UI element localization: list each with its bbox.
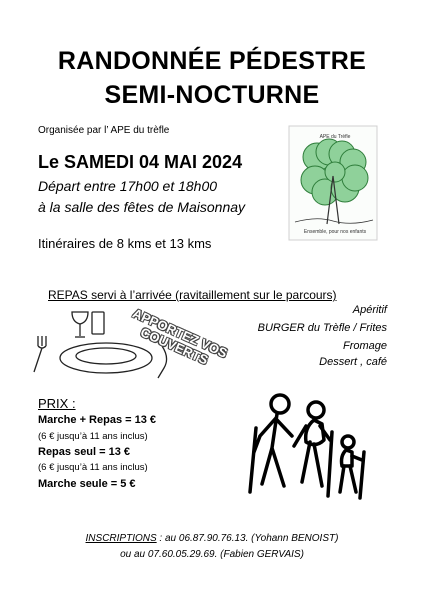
price-meal-only: Repas seul = 13 € [38,446,131,458]
title-line-2: SEMI-NOCTURNE [104,81,320,109]
event-date: Le SAMEDI 04 MAI 2024 [38,152,243,172]
meal-heading: REPAS servi à l’arrivée (ravitaillement sur le parcours) [48,288,337,302]
menu-item-aperitif: Apéritif [352,304,387,316]
registration-line-2: ou au 07.60.05.29.69. (Fabien GERVAIS) [120,549,304,560]
menu-item-dessert: Dessert , café [319,356,387,368]
bring-cutlery-stamp [118,305,236,368]
menu-item-cheese: Fromage [342,340,387,352]
prices-heading: PRIX : [38,396,76,411]
price-walk-meal: Marche + Repas = 13 € [38,414,157,426]
hikers-icon [244,392,384,504]
organizer-text: Organisée par l’ APE du trèfle [38,125,170,136]
price-walk-meal-note: (6 € jusqu’à 11 ans inclus) [38,431,148,442]
menu-item-burger: BURGER du Trèfle / Frites [257,322,387,334]
clover-top-text: APE du Trèfle [319,134,351,140]
clover-logo-icon [287,124,379,242]
price-meal-only-note: (6 € jusqu’à 11 ans inclus) [38,462,148,473]
clover-bottom-text: Ensemble, pour nos enfants [303,229,367,235]
routes-text: Itinéraires de 8 kms et 13 kms [38,236,212,251]
departure-time: Départ entre 17h00 et 18h00 [38,178,218,194]
price-walk-only: Marche seule = 5 € [38,478,136,490]
registration-label: INSCRIPTIONS [85,533,157,544]
registration-line-1 [0,533,424,544]
title-line-1: RANDONNÉE PÉDESTRE [57,47,367,75]
registration-contact-1: : au 06.87.90.76.13. (Yohann BENOIST) [156,533,339,544]
venue-text: à la salle des fêtes de Maisonnay [38,199,246,215]
stamp-text: APPORTEZ VOS COUVERTS [130,305,230,368]
